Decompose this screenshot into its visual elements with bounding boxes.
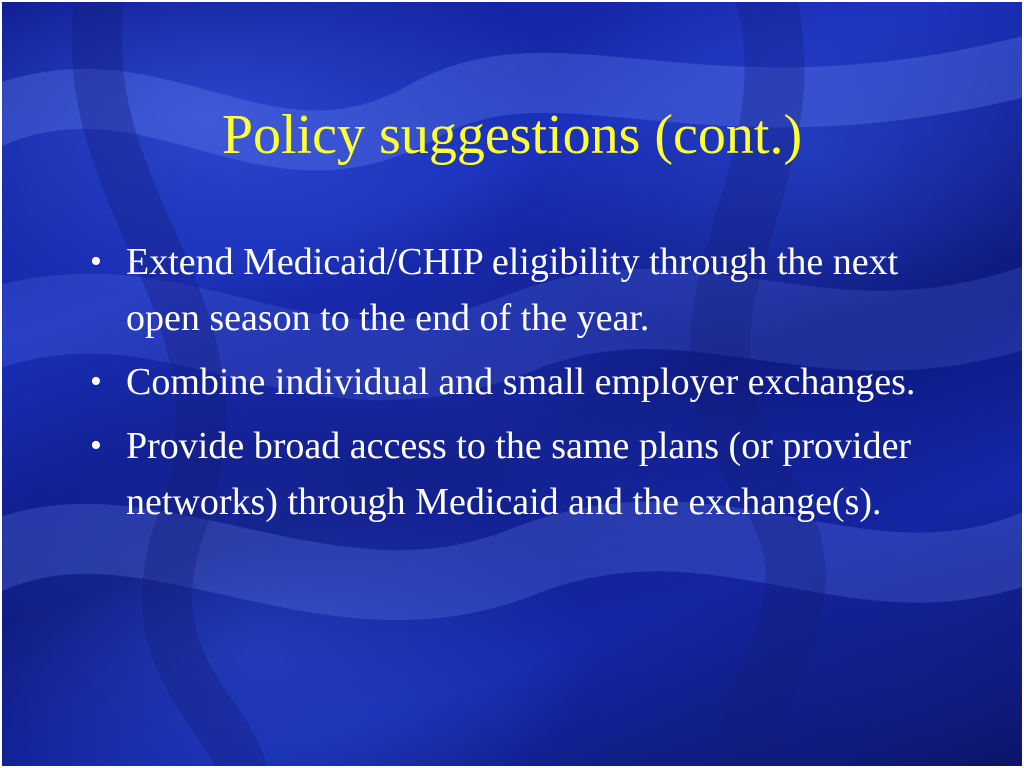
bullet-list	[88, 234, 928, 538]
bullet-marker: •	[90, 363, 102, 400]
slide	[2, 2, 1022, 766]
bullet-item	[88, 354, 928, 410]
bullet-item	[88, 418, 928, 530]
bullet-item	[88, 234, 928, 346]
bullet-text: Combine individual and small employer exchanges.	[126, 361, 916, 403]
bullet-text: Extend Medicaid/CHIP eligibility through the next open season to the end of the year.	[126, 241, 899, 339]
bullet-text: Provide broad access to the same plans (or provider networks) through Medicaid and the exchange(s).	[126, 425, 912, 523]
bullet-marker: •	[90, 427, 102, 464]
slide-title: Policy suggestions (cont.)	[221, 104, 803, 166]
bullet-marker: •	[90, 243, 102, 280]
